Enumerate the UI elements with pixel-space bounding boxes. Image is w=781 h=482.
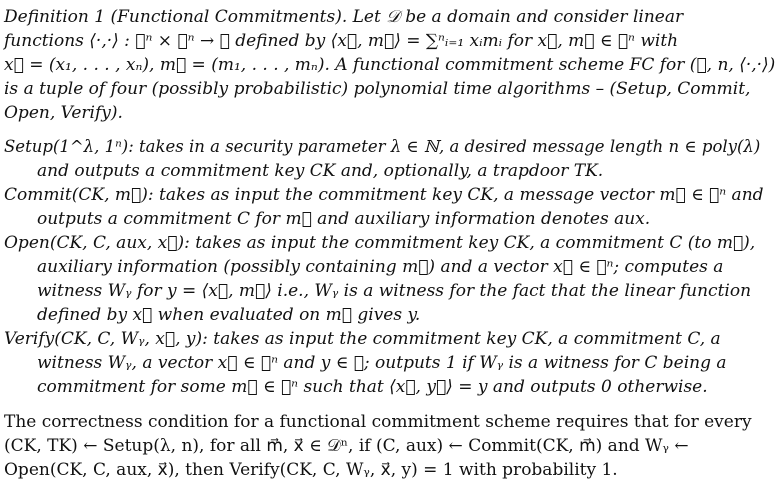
definition-line-3: x⃗ = (x₁, . . . , xₙ), m⃗ = (m₁, . . . , mₙ). A functional commitment scheme FC for (𝒟, n, ⟨·,·⟩) <box>4 55 776 75</box>
correctness-line-3: Open(CK, C, aux, x⃗), then Verify(CK, C, Wᵧ, x⃗, y) = 1 with probability 1. <box>4 460 618 480</box>
open-line-3: witness Wᵧ for y = ⟨x⃗, m⃗⟩ i.e., Wᵧ is a witness for the fact that the linear function <box>37 281 752 301</box>
setup-line-1: Setup(1^λ, 1ⁿ): takes in a security parameter λ ∈ ℕ, a desired message length n ∈ poly(λ) <box>4 137 761 156</box>
open-line-4: defined by x⃗ when evaluated on m⃗ gives y. <box>37 305 421 325</box>
verify-line-3: commitment for some m⃗ ∈ 𝒟ⁿ such that ⟨x⃗, y⃗⟩ = y and outputs 0 otherwise. <box>37 377 708 397</box>
definition-line-2: functions ⟨·,·⟩ : 𝒟ⁿ × 𝒟ⁿ → 𝒟 defined by ⟨x⃗, m⃗⟩ = ∑ⁿᵢ₌₁ xᵢmᵢ for x⃗, m⃗ ∈ 𝒟ⁿ with <box>4 31 679 51</box>
open-line-1: Open(CK, C, aux, x⃗): takes as input the commitment key CK, a commitment C (to m⃗), <box>4 233 756 253</box>
correctness-line-1: The correctness condition for a functional commitment scheme requires that for every <box>4 412 752 432</box>
definition-line-5: Open, Verify). <box>4 103 123 123</box>
open-line-2: auxiliary information (possibly containing m⃗) and a vector x⃗ ∈ 𝒟ⁿ; computes a <box>37 257 724 277</box>
correctness-line-2: (CK, TK) ← Setup(λ, n), for all m⃗, x⃗ ∈ 𝒟ⁿ, if (C, aux) ← Commit(CK, m⃗) and Wᵧ ← <box>4 436 689 456</box>
verify-line-2: witness Wᵧ, a vector x⃗ ∈ 𝒟ⁿ and y ∈ 𝒟; outputs 1 if Wᵧ is a witness for C being a <box>37 353 727 373</box>
verify-line-1: Verify(CK, C, Wᵧ, x⃗, y): takes as input the commitment key CK, a commitment C, a <box>4 329 721 349</box>
setup-line-2: and outputs a commitment key CK and, optionally, a trapdoor TK. <box>37 161 604 181</box>
commit-line-2: outputs a commitment C for m⃗ and auxiliary information denotes aux. <box>37 209 651 229</box>
definition-line-1: Definition 1 (Functional Commitments). Let 𝒟 be a domain and consider linear <box>4 7 684 27</box>
definition-line-4: is a tuple of four (possibly probabilistic) polynomial time algorithms – (Setup, Commit, <box>4 79 751 99</box>
commit-line-1: Commit(CK, m⃗): takes as input the commitment key CK, a message vector m⃗ ∈ 𝒟ⁿ and <box>4 185 764 205</box>
